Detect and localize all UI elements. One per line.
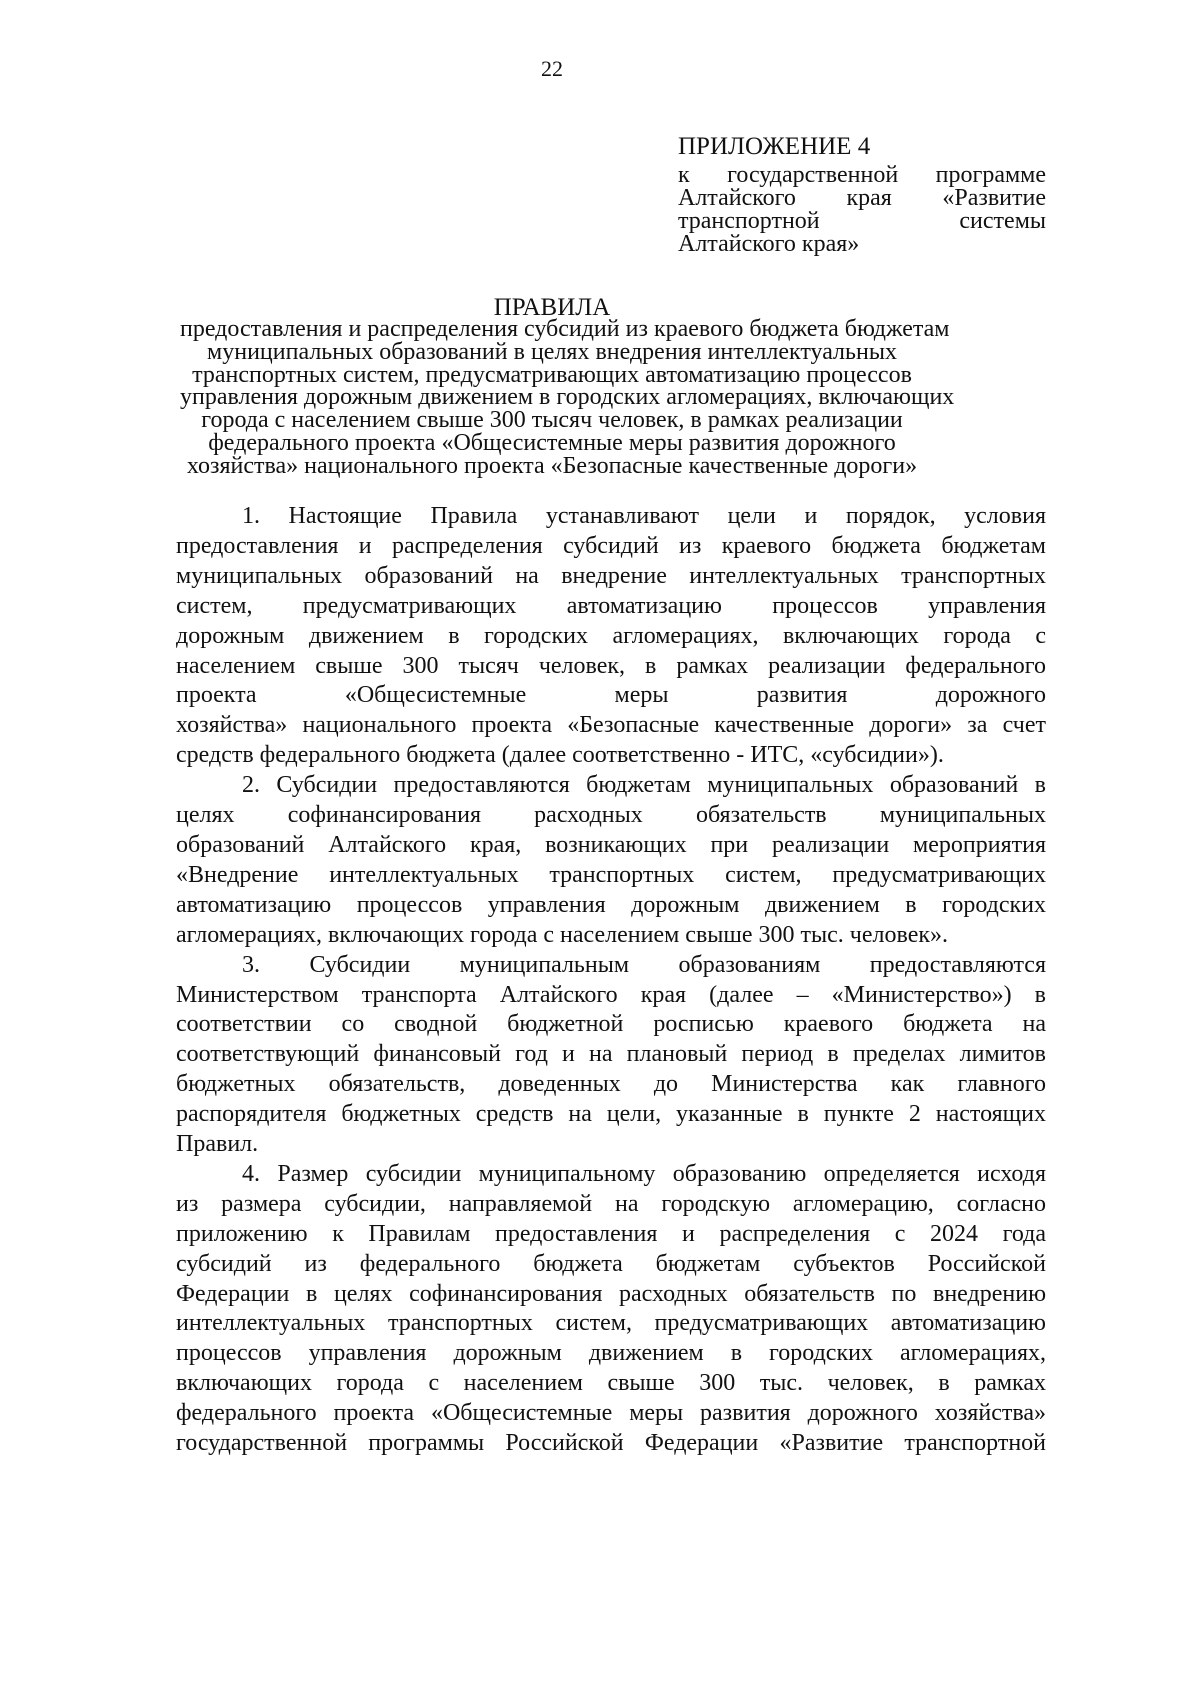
appendix-line: Алтайского края «Развитие xyxy=(678,185,1046,211)
text-line: 4. Размер субсидии муниципальному образованию определяется исходя xyxy=(242,1160,1046,1187)
subtitle-line: города с населением свыше 300 тысяч человек, в рамках реализации xyxy=(201,407,903,434)
text-line: муниципальных образований на внедрение интеллектуальных транспортных xyxy=(176,562,1046,589)
text-line: дорожным движением в городских агломерациях, включающих города с xyxy=(176,622,1046,649)
subtitle-line: предоставления и распределения субсидий из краевого бюджета бюджетам xyxy=(180,316,950,342)
text-line: 1. Настоящие Правила устанавливают цели и порядок, условия xyxy=(242,503,1046,529)
text-line: Федерации в целях софинансирования расходных обязательств по внедрению xyxy=(176,1280,1046,1307)
text-line: целях софинансирования расходных обязательств муниципальных xyxy=(176,802,1046,829)
text-line: населением свыше 300 тысяч человек, в рамках реализации федерального xyxy=(176,652,1046,679)
subtitle-line: муниципальных образований в целях внедрения интеллектуальных xyxy=(207,338,897,365)
text-line: распорядителя бюджетных средств на цели, указанные в пункте 2 настоящих xyxy=(176,1101,1046,1128)
appendix-header xyxy=(678,132,1046,256)
appendix-line: к государственной программе xyxy=(678,162,1046,188)
paragraph-1 xyxy=(176,502,1046,771)
text-line: средств федерального бюджета (далее соответственно - ИТС, «субсидии»). xyxy=(176,742,944,769)
text-line: агломерациях, включающих города с населением свыше 300 тыс. человек». xyxy=(176,921,949,948)
text-line: интеллектуальных транспортных систем, предусматривающих автоматизацию xyxy=(176,1310,1046,1337)
subtitle-line: федерального проекта «Общесистемные меры развития дорожного xyxy=(208,429,896,456)
text-line: субсидий из федерального бюджета бюджетам субъектов Российской xyxy=(176,1250,1046,1277)
text-line: соответствующий финансовый год и на плановый период в пределах лимитов xyxy=(176,1041,1046,1068)
paragraph-3 xyxy=(176,951,1046,1160)
text-line: проекта «Общесистемные меры развития дорожного xyxy=(176,682,1046,709)
text-line: бюджетных обязательств, доведенных до Министерства как главного xyxy=(176,1071,1046,1098)
paragraph-4 xyxy=(176,1160,1046,1459)
appendix-title: ПРИЛОЖЕНИЕ 4 xyxy=(678,133,871,160)
text-line: 3. Субсидии муниципальным образованиям предоставляются xyxy=(242,951,1046,978)
text-line: государственной программы Российской Федерации «Развитие транспортной xyxy=(176,1430,1046,1457)
paragraph-2 xyxy=(176,771,1046,950)
text-line: «Внедрение интеллектуальных транспортных систем, предусматривающих xyxy=(176,861,1046,888)
text-line: Министерством транспорта Алтайского края (далее – «Министерство») в xyxy=(176,981,1046,1008)
body-text xyxy=(176,502,1046,1459)
text-line: хозяйства» национального проекта «Безопасные качественные дороги» за счет xyxy=(176,712,1046,739)
text-line: 2. Субсидии предоставляются бюджетам муниципальных образований в xyxy=(242,772,1046,799)
text-line: приложению к Правилам предоставления и распределения с 2024 года xyxy=(176,1220,1046,1247)
text-line: соответствии со сводной бюджетной росписью краевого бюджета на xyxy=(176,1011,1046,1038)
text-line: процессов управления дорожным движением в городских агломерациях, xyxy=(176,1340,1046,1367)
text-line: включающих города с населением свыше 300 тыс. человек, в рамках xyxy=(176,1370,1046,1397)
appendix-line: транспортной системы xyxy=(678,208,1046,234)
rules-title: ПРАВИЛА xyxy=(493,294,611,321)
text-line: Правил. xyxy=(176,1131,259,1158)
text-line: предоставления и распределения субсидий из краевого бюджета бюджетам xyxy=(176,532,1046,559)
subtitle-line: управления дорожным движением в городских агломерациях, включающих xyxy=(180,384,955,411)
subtitle-line: хозяйства» национального проекта «Безопасные качественные дороги» xyxy=(186,452,918,479)
text-line: образований Алтайского края, возникающих при реализации мероприятия xyxy=(176,831,1046,858)
text-line: систем, предусматривающих автоматизацию процессов управления xyxy=(176,592,1046,619)
text-line: федерального проекта «Общесистемные меры развития дорожного хозяйства» xyxy=(176,1400,1046,1427)
appendix-line: Алтайского края» xyxy=(678,231,860,257)
text-line: автоматизацию процессов управления дорожным движением в городских xyxy=(176,891,1046,918)
rules-subtitle xyxy=(180,316,955,479)
page-number: 22 xyxy=(541,56,563,81)
text-line: из размера субсидии, направляемой на городскую агломерацию, согласно xyxy=(176,1190,1046,1217)
subtitle-line: транспортных систем, предусматривающих автоматизацию процессов xyxy=(192,361,912,388)
